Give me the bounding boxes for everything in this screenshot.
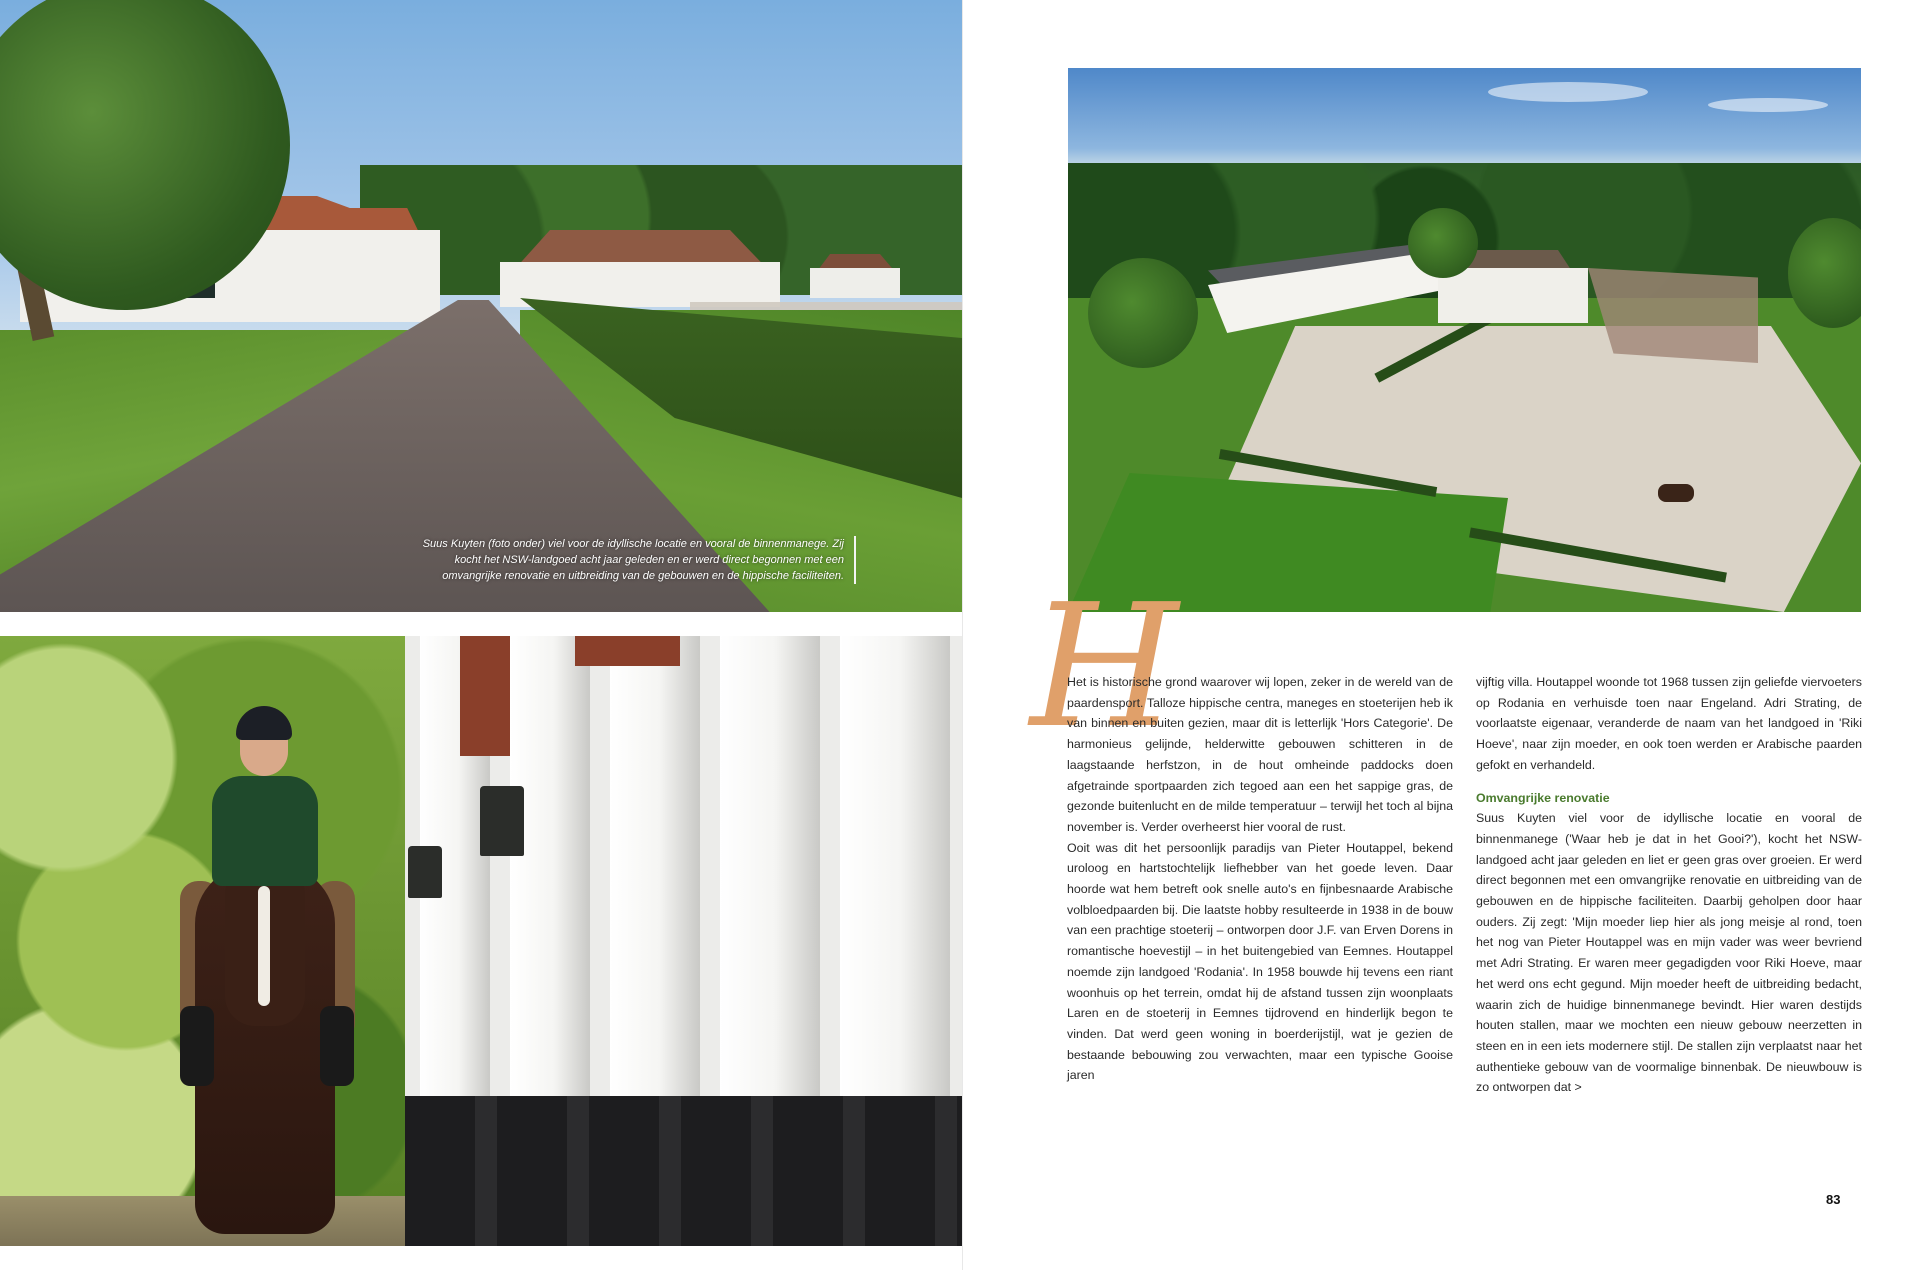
- photo-rider-on-horse: [0, 636, 962, 1246]
- left-page: [0, 0, 962, 1270]
- wall-lamp: [480, 786, 524, 856]
- wall-lamp: [408, 846, 442, 898]
- rider: [212, 776, 318, 886]
- article-paragraph: Suus Kuyten viel voor de idyllische locatie en vooral de binnenmanege ('Waar heb je dat in het Gooi?'), kocht het NSW-landgoed acht jaar geleden en liet er geen gras over groeien. Er werd direct begonnen met een omvangrijke renovatie en uitbreiding van de gebouwen en de hippische faciliteiten. Daarbij geholpen door haar ouders. Zij zegt: 'Mijn moeder liep hier als jong meisje al rond, toen het nog van Pieter Houtappel was en mijn vader was weer bevriend met Adri Strating. Er waren meer gegadigden voor Riki Hoeve, maar het werd ons echt gegund. Mijn moeder heeft de uitbreiding bedacht, waarin zich de huidige binnenmanege bevindt. Hier waren destijds houten stallen, maar we mochten een nieuw gebouw neerzetten in steen en in een iets modernere stijl. De stallen zijn verplaatst naar het authentieke gebouw van de voormalige binnenbak. De nieuwbouw is zo ontworpen dat >: [1476, 811, 1862, 1095]
- article-column-right: [1476, 672, 1862, 1098]
- photo-driveway-stables: [0, 0, 962, 612]
- horse-and-rider: [1658, 484, 1694, 502]
- stable-building: [1438, 268, 1588, 323]
- page-number: 83: [1826, 1192, 1841, 1207]
- article-paragraph: vijftig villa. Houtappel woonde tot 1968 tussen zijn geliefde viervoeters op Rodania en verhuisde toen naar Engeland. Adri Strating, de voorlaatste eigenaar, veranderde de naam van het landgoed in 'Riki Hoeve', naar zijn moeder, en ook toen werden er Arabische paarden gefokt en verhandeld.: [1476, 675, 1862, 772]
- article-column-left: [1067, 672, 1453, 1086]
- article-paragraph: Het is historische grond waarover wij lopen, zeker in de wereld van de paardensport. Talloze hippische centra, maneges en stoeterijen heb ik van binnen en buiten gezien, maar dit is letterlijk 'Hors Categorie'. De harmonieus gelijnde, helderwitte gebouwen schitteren in de laagstaande herfstzon, in de hout omheinde paddocks doen afgetrainde sportpaarden zich tegoed aan een het sappige gras, de gezonde buitenlucht en de milde temperatuur – terwijl het toch al bijna november is. Verder overheerst hier vooral de rust.: [1067, 675, 1453, 834]
- svg-text:H: H: [1030, 590, 1179, 750]
- article-paragraph: Ooit was dit het persoonlijk paradijs van Pieter Houtappel, bekend uroloog en hartstochtelijk liefhebber van het goede leven. Daar hoorde wat hem betreft ook snelle auto's en fijnbesnaarde Arabische volbloedpaarden bij. Die laatste hobby resulteerde in 1938 in de bouw van een prachtige stoeterij – ontworpen door J.F. van Erven Dorens in romantische hoevestijl – in het buitengebied van Eemnes. Houtappel noemde zijn landgoed 'Rodania'. In 1958 bouwde hij tevens een riant woonhuis op het terrein, omdat hij de afstand tussen zijn woonplaats Laren en de stoeterij in Eemnes tijdrovend en hinderlijk begon te vinden. Dat werd geen woning in boerderijstijl, wat je gezien de bestaande bebouwing zou verwachten, maar een typische Gooise jaren: [1067, 840, 1453, 1083]
- photo-caption: Suus Kuyten (foto onder) viel voor de idyllische locatie en vooral de binnenmanege. Zij kocht het NSW-landgoed acht jaar geleden en er werd direct begonnen met een omvangrijke renovatie en uitbreiding van de gebouwen en de hippische faciliteiten.: [404, 536, 856, 584]
- tree: [1088, 258, 1198, 368]
- article-subheading: Omvangrijke renovatie: [1476, 790, 1610, 805]
- photo-aerial-estate: [1068, 68, 1861, 612]
